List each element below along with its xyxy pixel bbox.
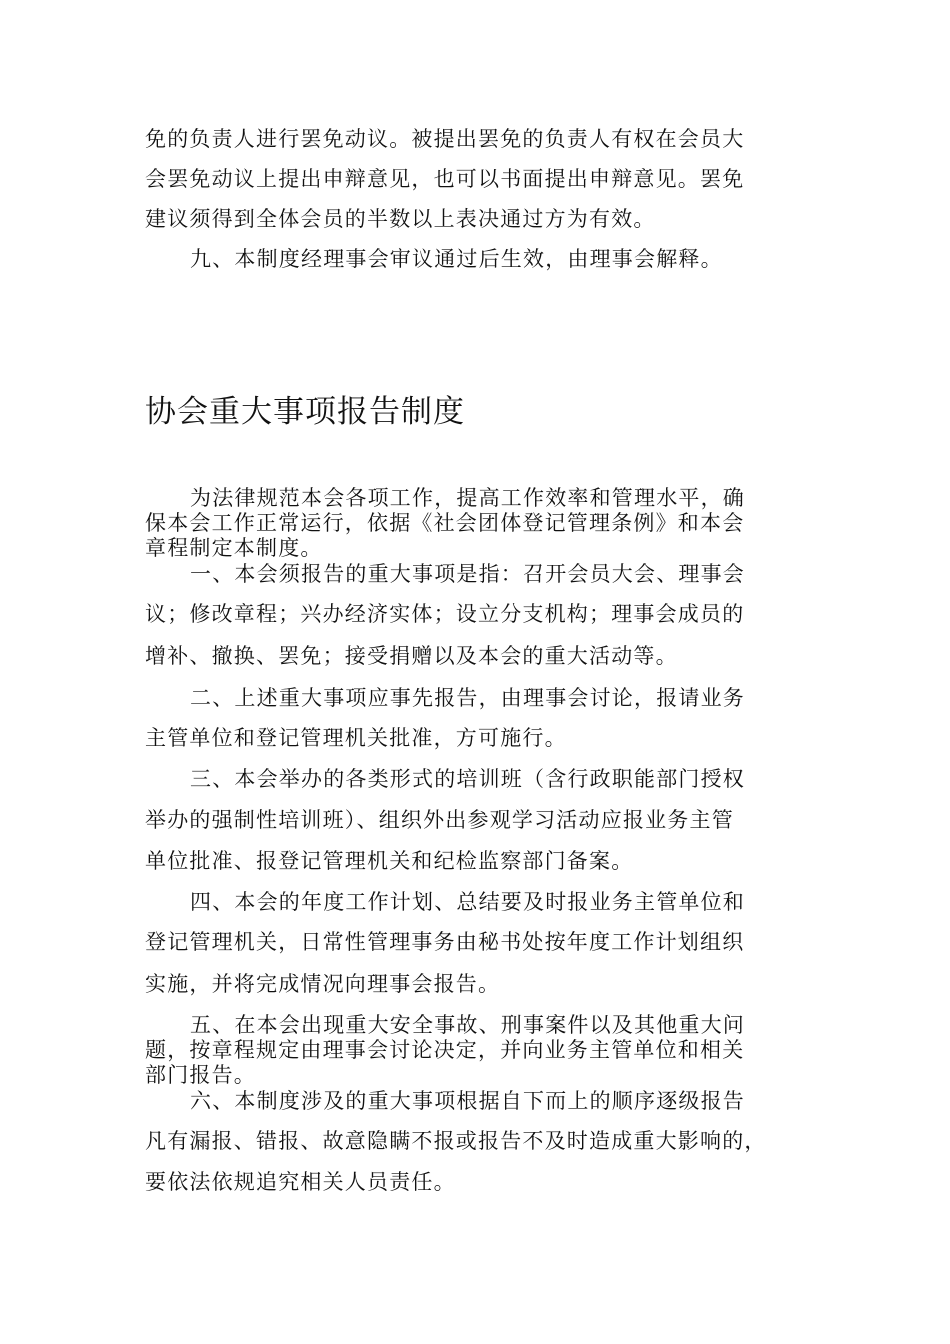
body-text-line: 二、上述重大事项应事先报告，由理事会讨论，报请业务 (190, 686, 745, 710)
body-text-line: 要依法依规追究相关人员责任。 (145, 1170, 456, 1194)
body-text-line: 四、本会的年度工作计划、总结要及时报业务主管单位和 (190, 890, 745, 914)
body-text-line: 实施，并将完成情况向理事会报告。 (145, 972, 501, 996)
body-text-line: 凡有漏报、错报、故意隐瞒不报或报告不及时造成重大影响的， (145, 1129, 767, 1153)
body-text-line: 议；修改章程；兴办经济实体；设立分支机构；理事会成员的 (145, 602, 745, 626)
body-text-line: 增补、撤换、罢免；接受捐赠以及本会的重大活动等。 (145, 644, 678, 668)
prev-text-line: 建议须得到全体会员的半数以上表决通过方为有效。 (145, 207, 656, 231)
body-text-line: 章程制定本制度。 (145, 536, 323, 560)
body-text-line: 三、本会举办的各类形式的培训班（含行政职能部门授权 (190, 767, 745, 791)
prev-text-line: 免的负责人进行罢免动议。被提出罢免的负责人有权在会员大 (145, 127, 745, 151)
body-text-line: 单位批准、报登记管理机关和纪检监察部门备案。 (145, 849, 634, 873)
body-text-line: 举办的强制性培训班）、组织外出参观学习活动应报业务主管 (145, 808, 734, 832)
prev-text-line: 会罢免动议上提出申辩意见，也可以书面提出申辩意见。罢免 (145, 167, 745, 191)
body-text-line: 主管单位和登记管理机关批准，方可施行。 (145, 726, 567, 750)
body-text-line: 五、在本会出现重大安全事故、刑事案件以及其他重大问 (190, 1013, 745, 1037)
body-text-line: 登记管理机关，日常性管理事务由秘书处按年度工作计划组织 (145, 930, 745, 954)
body-text-line: 保本会工作正常运行，依据《社会团体登记管理条例》和本会 (145, 511, 745, 535)
body-text-line: 六、本制度涉及的重大事项根据自下而上的顺序逐级报告 (190, 1089, 745, 1113)
body-text-line: 部门报告。 (145, 1063, 256, 1087)
body-text-line: 一、本会须报告的重大事项是指：召开会员大会、理事会 (190, 562, 745, 586)
document-title: 协会重大事项报告制度 (145, 394, 465, 430)
body-text-line: 为法律规范本会各项工作，提高工作效率和管理水平，确 (190, 486, 745, 510)
body-text-line: 题，按章程规定由理事会讨论决定，并向业务主管单位和相关 (145, 1038, 745, 1062)
prev-text-line: 九、本制度经理事会审议通过后生效，由理事会解释。 (190, 247, 723, 271)
